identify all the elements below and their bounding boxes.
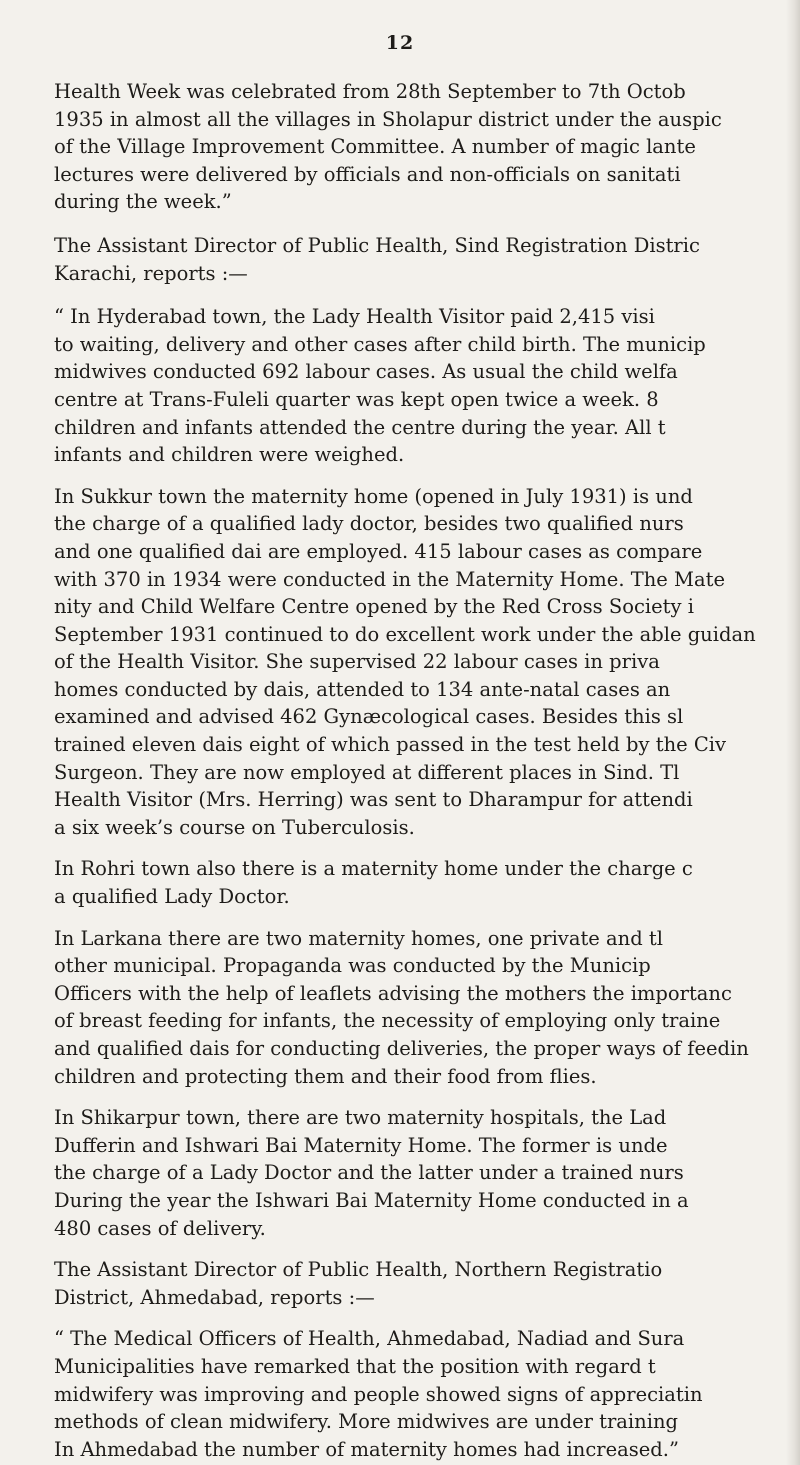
text-line: 1935 in almost all the villages in Sholapur district under the auspic [54, 107, 722, 131]
text-line: a six week’s course on Tuberculosis. [54, 815, 415, 839]
page-number: 12 [385, 32, 415, 54]
text-line: other municipal. Propaganda was conducted by the Municip [54, 954, 651, 978]
text-line: centre at Trans-Fuleli quarter was kept open twice a week. 8 [54, 387, 659, 411]
text-line: District, Ahmedabad, reports :— [54, 1285, 375, 1309]
text-line: and qualified dais for conducting deliveries, the proper ways of feedin [54, 1037, 749, 1060]
paragraph-shikarpur [54, 1104, 800, 1242]
paragraph-sind-report-intro [54, 232, 800, 287]
text-line: trained eleven dais eight of which passed in the test held by the Civ [54, 733, 727, 757]
text-line: lectures were delivered by officials and non-officials on sanitati [54, 162, 681, 186]
text-line: midwives conducted 692 labour cases. As usual the child welfa [54, 360, 678, 384]
text-line: In Larkana there are two maternity homes, one private and tl [54, 926, 663, 950]
text-line: September 1931 continued to do excellent work under the able guidan [54, 622, 756, 646]
text-line: During the year the Ishwari Bai Maternity Home conducted in a [54, 1188, 689, 1212]
text-line: In Sukkur town the maternity home (opened in July 1931) is und [54, 484, 693, 508]
text-line: during the week.” [54, 190, 232, 214]
paragraph-hyderabad [54, 303, 800, 469]
text-line: Karachi, reports :— [54, 261, 248, 285]
text-line: nity and Child Welfare Centre opened by the Red Cross Society i [54, 595, 694, 619]
text-line: homes conducted by dais, attended to 134 ante-natal cases an [54, 677, 671, 701]
text-line: Health Week was celebrated from 28th September to 7th Octob [54, 80, 686, 103]
text-line: Surgeon. They are now employed at different places in Sind. Tl [54, 760, 680, 784]
text-line: infants and children were weighed. [54, 443, 405, 467]
text-line: The Assistant Director of Public Health, Sind Registration Distric [54, 233, 700, 257]
text-line: children and protecting them and their food from flies. [54, 1064, 597, 1088]
paragraph-health-week [54, 78, 800, 216]
text-line: methods of clean midwifery. More midwives are under training [54, 1410, 678, 1434]
text-line: of the Village Improvement Committee. A number of magic lante [54, 135, 696, 159]
text-line: In Rohri town also there is a maternity home under the charge c [54, 857, 693, 881]
text-line: of the Health Visitor. She supervised 22 labour cases in priva [54, 650, 660, 674]
paragraph-northern-report-intro [54, 1256, 800, 1311]
text-line: the charge of a qualified lady doctor, besides two qualified nurs [54, 512, 684, 536]
text-line: 480 cases of delivery. [54, 1216, 266, 1240]
text-line: Officers with the help of leaflets advising the mothers the importanc [54, 981, 732, 1005]
page-edge-shadow [786, 0, 800, 1465]
text-line: to waiting, delivery and other cases after child birth. The municip [54, 332, 706, 356]
text-line: Health Visitor (Mrs. Herring) was sent to Dharampur for attendi [54, 788, 693, 812]
text-line: In Shikarpur town, there are two maternity hospitals, the Lad [54, 1106, 667, 1130]
text-line: Municipalities have remarked that the position with regard t [54, 1354, 656, 1378]
text-line: midwifery was improving and people showed signs of appreciatin [54, 1382, 703, 1406]
text-line: and one qualified dai are employed. 415 labour cases as compare [54, 539, 703, 563]
page-body [54, 78, 800, 1465]
text-line: Dufferin and Ishwari Bai Maternity Home. The former is unde [54, 1133, 668, 1157]
paragraph-sukkur [54, 483, 800, 842]
paragraph-larkana [54, 925, 800, 1091]
text-line: with 370 in 1934 were conducted in the Maternity Home. The Mate [54, 567, 725, 591]
text-line: The Assistant Director of Public Health, Northern Registratio [54, 1258, 663, 1282]
paragraph-rohri [54, 855, 800, 910]
text-line: a qualified Lady Doctor. [54, 885, 290, 909]
text-line: of breast feeding for infants, the necessity of employing only traine [54, 1009, 721, 1033]
text-line: “ The Medical Officers of Health, Ahmedabad, Nadiad and Sura [54, 1327, 685, 1351]
text-line: the charge of a Lady Doctor and the latter under a trained nurs [54, 1161, 684, 1185]
text-line: In Ahmedabad the number of maternity homes had increased.” [54, 1437, 679, 1461]
text-line: “ In Hyderabad town, the Lady Health Visitor paid 2,415 visi [54, 305, 655, 329]
paragraph-ahmedabad-quote [54, 1325, 800, 1463]
text-line: examined and advised 462 Gynæcological cases. Besides this sl [54, 705, 684, 729]
text-line: children and infants attended the centre during the year. All t [54, 415, 666, 439]
